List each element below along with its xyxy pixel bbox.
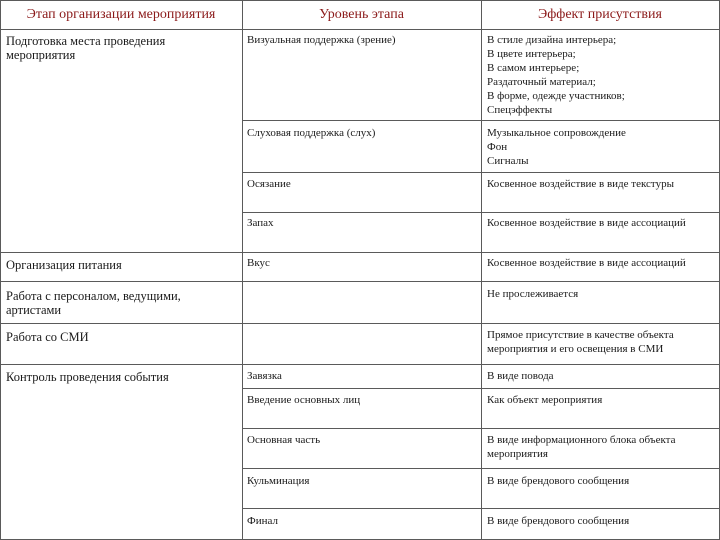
level-line: Кульминация — [247, 475, 310, 487]
effect-line: В стиле дизайна интерьера; — [487, 34, 617, 46]
header-stage: Этап организации мероприятия — [26, 7, 216, 22]
effect-cell — [487, 126, 626, 168]
level-cell — [247, 177, 291, 191]
effect-line: мероприятия и его освещения в СМИ — [487, 343, 664, 355]
effect-line: Косвенное воздействие в виде текстуры — [487, 178, 674, 190]
effect-cell — [487, 33, 625, 117]
effect-line: Фон — [487, 141, 508, 153]
effect-cell — [487, 216, 686, 230]
level-line: Введение основных лиц — [247, 394, 361, 406]
table-rule — [0, 0, 720, 1]
effect-cell — [487, 393, 602, 407]
stage-cell — [6, 330, 89, 344]
effect-line: В виде брендового сообщения — [487, 475, 630, 487]
effect-line: В форме, одежде участников; — [487, 90, 625, 102]
table-rule — [0, 323, 720, 324]
effect-line: Как объект мероприятия — [487, 394, 603, 406]
table-rule — [0, 252, 720, 253]
effect-line: В виде повода — [487, 370, 554, 382]
level-line: Основная часть — [247, 434, 321, 446]
effect-line: Косвенное воздействие в виде ассоциаций — [487, 217, 686, 229]
level-cell — [247, 433, 320, 447]
stage-line: Подготовка места проведения — [6, 34, 166, 48]
level-line: Слуховая поддержка (слух) — [247, 127, 376, 139]
level-line: Запах — [247, 217, 274, 229]
effect-cell — [487, 328, 674, 356]
table-rule — [242, 0, 243, 540]
table-rule — [0, 281, 720, 282]
table-rule — [0, 29, 720, 30]
level-line: Вкус — [247, 257, 270, 269]
effect-line: В виде информационного блока объекта — [487, 434, 676, 446]
table-rule — [0, 364, 720, 365]
level-cell — [247, 369, 282, 383]
stage-cell — [6, 289, 181, 317]
effect-line: Не прослеживается — [487, 288, 579, 300]
effect-line: Косвенное воздействие в виде ассоциаций — [487, 257, 686, 269]
effect-line: Раздаточный материал; — [487, 76, 596, 88]
level-cell — [247, 393, 360, 407]
table-rule — [0, 0, 1, 540]
effect-line: мероприятия — [487, 448, 548, 460]
effect-cell — [487, 256, 686, 270]
effect-line: Спецэффекты — [487, 104, 553, 116]
stage-line: Контроль проведения события — [6, 370, 169, 384]
effect-line: Музыкальное сопровождение — [487, 127, 626, 139]
header-effect: Эффект присутствия — [538, 7, 662, 22]
level-cell — [247, 216, 274, 230]
stage-cell — [6, 370, 169, 384]
effect-line: Сигналы — [487, 155, 529, 167]
level-line: Визуальная поддержка (зрение) — [247, 34, 396, 46]
stage-cell — [6, 258, 122, 272]
level-cell — [247, 474, 309, 488]
stage-line: артистами — [6, 303, 62, 317]
effect-cell — [487, 433, 675, 461]
level-cell — [247, 514, 278, 528]
level-cell — [247, 126, 375, 140]
level-cell — [247, 256, 270, 270]
effect-line: В самом интерьере; — [487, 62, 580, 74]
stage-cell — [6, 34, 165, 62]
stage-line: Работа с персоналом, ведущими, — [6, 289, 181, 303]
level-line: Завязка — [247, 370, 282, 382]
table-rule — [481, 0, 482, 540]
effect-cell — [487, 474, 629, 488]
stage-line: Работа со СМИ — [6, 330, 89, 344]
header-level: Уровень этапа — [319, 7, 404, 22]
effect-cell — [487, 287, 578, 301]
level-cell — [247, 33, 396, 47]
effect-cell — [487, 177, 674, 191]
effect-cell — [487, 514, 629, 528]
stage-line: Организация питания — [6, 258, 122, 272]
effect-line: Прямое присутствие в качестве объекта — [487, 329, 674, 341]
effect-cell — [487, 369, 554, 383]
level-line: Осязание — [247, 178, 291, 190]
stage-line: мероприятия — [6, 48, 76, 62]
level-line: Финал — [247, 515, 278, 527]
effect-line: В цвете интерьера; — [487, 48, 576, 60]
effect-line: В виде брендового сообщения — [487, 515, 630, 527]
